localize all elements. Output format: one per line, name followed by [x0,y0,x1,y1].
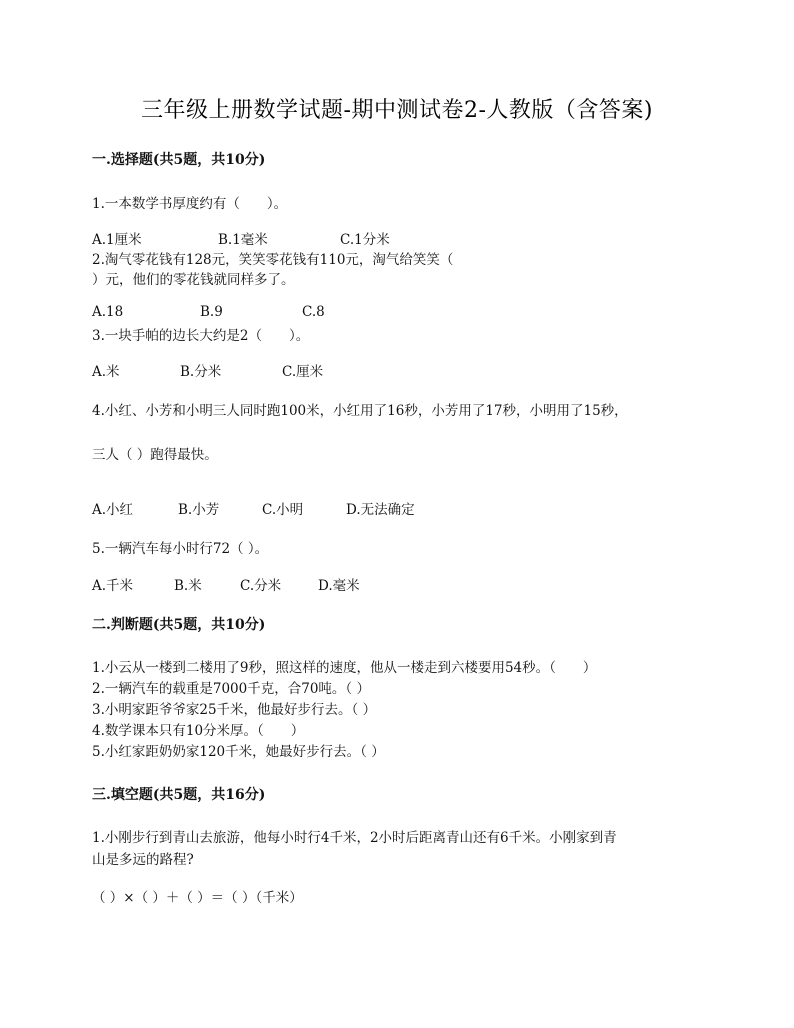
q4-option-d: D.无法确定 [346,502,415,518]
section-heading-fill-blank: 三.填空题(共5题，共16分) [92,787,266,803]
question-1-text: 1.一本数学书厚度约有（ ）。 [92,196,288,212]
question-5-text: 5.一辆汽车每小时行72（ ）。 [92,541,269,557]
q3-option-c: C.厘米 [282,364,324,380]
q2-option-c: C.8 [302,304,325,320]
q4-option-a: A.小红 [92,502,134,518]
judge-item-5: 5.小红家距奶奶家120千米，她最好步行去。（ ） [92,744,385,760]
q1-option-c: C.1分米 [340,232,390,248]
q2-option-a: A.18 [92,304,124,320]
q3-option-b: B.分米 [180,364,222,380]
judge-item-2: 2.一辆汽车的载重是7000千克，合70吨。（ ） [92,681,370,697]
fill-question-1-line2: 山是多远的路程? [92,852,194,868]
q1-option-a: A.1厘米 [92,232,142,248]
fill-question-1-line1: 1.小刚步行到青山去旅游，他每小时行4千米，2小时后距离青山还有6千米。小刚家到青 [92,830,617,846]
judge-item-4: 4.数学课本只有10分米厚。（ ） [92,723,305,739]
page-title: 三年级上册数学试题-期中测试卷2-人教版（含答案) [141,98,653,123]
judge-item-1: 1.小云从一楼到二楼用了9秒，照这样的速度，他从一楼走到六楼要用54秒。（ ） [92,660,597,676]
section-heading-choice: 一.选择题(共5题，共10分) [92,152,266,168]
q3-option-a: A.米 [92,364,120,380]
judge-item-3: 3.小明家距爷爷家25千米，他最好步行去。（ ） [92,702,377,718]
fill-question-1-formula: （ ）×（ ）＋（ ）＝（ ）（千米） [92,890,303,906]
question-2-line1: 2.淘气零花钱有128元，笑笑零花钱有110元，淘气给笑笑（ [92,252,454,268]
question-3-text: 3.一块手帕的边长大约是2（ ）。 [92,328,310,344]
question-4-line1: 4.小红、小芳和小明三人同时跑100米，小红用了16秒，小芳用了17秒，小明用了15秒， [92,403,628,419]
q4-option-b: B.小芳 [178,502,220,518]
section-heading-true-false: 二.判断题(共5题，共10分) [92,617,266,633]
q5-option-d: D.毫米 [318,578,360,594]
question-4-line2: 三人（ ）跑得最快。 [92,447,218,463]
q5-option-a: A.千米 [92,578,134,594]
q2-option-b: B.9 [200,304,223,320]
q1-option-b: B.1毫米 [218,232,268,248]
question-2-line2: ）元，他们的零花钱就同样多了。 [92,272,295,288]
q5-option-c: C.分米 [240,578,282,594]
q4-option-c: C.小明 [262,502,304,518]
q5-option-b: B.米 [174,578,202,594]
